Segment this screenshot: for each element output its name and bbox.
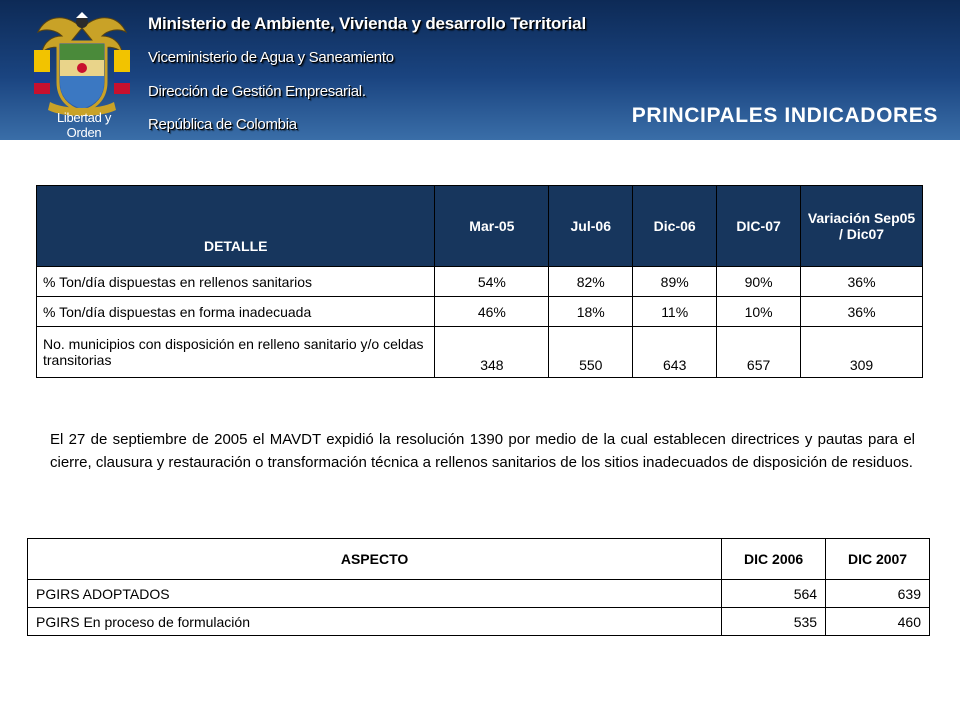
column-header: Dic-06 [633,186,717,267]
column-header: DIC 2007 [826,539,930,580]
table-cell: 643 [633,327,717,378]
table-cell: 348 [435,327,549,378]
table-cell: 46% [435,297,549,327]
table-cell: 90% [717,267,801,297]
table-cell: 36% [801,297,923,327]
table-header-row [37,186,923,267]
column-header: ASPECTO [28,539,722,580]
direction-label: Dirección de Gestión Empresarial. [148,83,366,100]
page-title: PRINCIPALES INDICADORES [631,104,938,127]
indicators-table [36,185,923,378]
table-cell: 550 [549,327,633,378]
table-cell: 54% [435,267,549,297]
table-cell: 10% [717,297,801,327]
pgirs-table [27,538,930,636]
column-header: Jul-06 [549,186,633,267]
column-header: Mar-05 [435,186,549,267]
column-header: DIC 2006 [722,539,826,580]
table-cell: 657 [717,327,801,378]
motto-text: Libertad y Orden [56,110,112,140]
table-row [28,580,930,608]
column-header: DETALLE [37,186,435,267]
table-cell: 89% [633,267,717,297]
table-cell: 535 [722,608,826,636]
resolution-paragraph: El 27 de septiembre de 2005 el MAVDT expidió la resolución 1390 por medio de la cual establecen directrices y pautas para el cierre, clausura y restauración o transformación técnica a rellenos sanitarios de los sitios inadecuados de disposición de residuos. [50,431,915,471]
row-aspect: PGIRS En proceso de formulación [28,608,722,636]
country-label: República de Colombia [148,116,297,133]
row-aspect: PGIRS ADOPTADOS [28,580,722,608]
table-row [37,297,923,327]
table-cell: 11% [633,297,717,327]
row-detail: % Ton/día dispuestas en rellenos sanitarios [37,267,435,297]
table-cell: 36% [801,267,923,297]
table-cell: 18% [549,297,633,327]
table-row [37,267,923,297]
table-cell: 564 [722,580,826,608]
table-header-row [28,539,930,580]
header-banner [0,0,960,140]
row-detail: No. municipios con disposición en relleno sanitario y/o celdas transitorias [37,327,435,378]
table-row [28,608,930,636]
column-header: DIC-07 [717,186,801,267]
table-cell: 82% [549,267,633,297]
ministry-title: Ministerio de Ambiente, Vivienda y desarrollo Territorial [148,14,586,33]
vice-ministry-label: Viceministerio de Agua y Saneamiento [148,49,394,66]
table-cell: 460 [826,608,930,636]
row-detail: % Ton/día dispuestas en forma inadecuada [37,297,435,327]
column-header: Variación Sep05 / Dic07 [801,186,923,267]
table-cell: 639 [826,580,930,608]
table-row [37,327,923,378]
table-cell: 309 [801,327,923,378]
